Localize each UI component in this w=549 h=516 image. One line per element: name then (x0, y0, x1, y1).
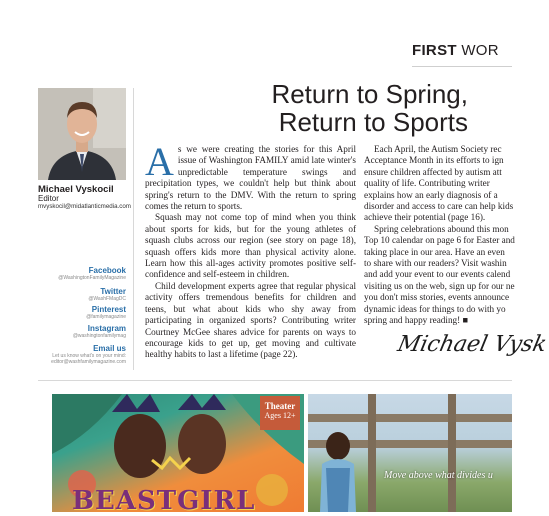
title-line-1: Return to Spring, (271, 79, 468, 109)
editor-signature: Michael Vysk (395, 332, 549, 357)
right-line: ensure children affected by autism att (364, 166, 502, 177)
editor-name: Michael Vyskocil (38, 184, 114, 195)
right-line: Top 10 calendar on page 6 for Easter and (364, 235, 515, 246)
social-email[interactable] (51, 344, 126, 365)
theater-tag (260, 396, 300, 430)
right-line: you don't miss stories, events announce (364, 292, 510, 303)
theater-feature-image[interactable] (52, 394, 304, 516)
social-name: Facebook (88, 266, 126, 275)
right-line: quality of life. Contributing writer (364, 178, 490, 189)
article-paragraph (145, 139, 356, 212)
social-name: Instagram (87, 324, 126, 333)
social-name: Pinterest (91, 305, 126, 314)
show-title: BEASTGIRL (72, 486, 256, 516)
right-line: dynamic ideas for things to do with yo (364, 303, 506, 314)
drop-cap: A (145, 139, 174, 184)
fence-photo (308, 394, 512, 512)
theater-label: Theater (264, 401, 296, 411)
right-line: Acceptance Month in its efforts to ign (364, 155, 504, 166)
editor-email-link[interactable]: mvyskocil@midatlanticmedia.com (38, 203, 131, 210)
photo-feature-image[interactable] (308, 394, 512, 512)
right-line: and add your event to our events calend (364, 269, 511, 280)
social-email-address: editor@washfamilymagazine.com (51, 359, 126, 365)
section-label-strong: FIRST (412, 42, 457, 59)
right-line: Each April, the Autism Society rec (374, 144, 502, 154)
right-line: visiting us on the web, sign up for our ne (364, 280, 515, 291)
social-instagram[interactable] (73, 324, 126, 339)
social-handle: @washingtonfamilymag (72, 333, 126, 339)
article-paragraph: Squash may not come top of mind when you think about sports for kids, but for the young athletes of squash clubs across our region (see story on page 18), squash offers kids more than physical activity alone. Learn how this all-ages activity promotes positive self-confidence and self-esteem in children. (145, 212, 356, 280)
article-title (200, 80, 468, 136)
theater-age: Ages 12+ (264, 411, 296, 420)
social-name: Email us (93, 344, 126, 353)
social-twitter[interactable] (88, 287, 126, 302)
right-line: taking place in our area. Have an even (364, 246, 505, 257)
section-header (412, 42, 499, 59)
editor-photo (38, 88, 126, 180)
paragraph-text: s we were creating the stories for this April issue of Washington FAMILY amid late winter's unpredictable temperature swings and precipitation types, we couldn't help but think about spring's return to the DMV. With the return to spring comes the return to sports. (145, 144, 356, 212)
social-pinterest[interactable] (86, 305, 126, 320)
right-line: disorder and access to care can help kids (364, 201, 514, 212)
right-line: Spring celebrations abound this mon (374, 223, 509, 234)
header-rule (412, 66, 512, 67)
right-line: spring and happy reading! ■ (364, 315, 469, 326)
section-label-rest: WOR (461, 42, 499, 59)
social-facebook[interactable] (58, 266, 126, 281)
title-line-2: Return to Sports (278, 107, 468, 137)
right-line: to share with our readers? Visit washin (364, 258, 507, 269)
editor-portrait-image (38, 88, 126, 180)
social-handle: @WashFMagDC (88, 296, 126, 302)
right-line: explains how an early diagnosis of a (364, 189, 498, 200)
article-paragraph: Child development experts agree that regular physical activity offers tremendous benefits for children and teens, but what about kids who shy away from participating in organized sports? Contributing writer Courtney McGee shares advice for parents on ways to encourage kids to get up, get moving and cultivate healthy habits to last a lifetime (page 22). (145, 280, 356, 360)
social-handle: Let us know what's on your mind: (52, 353, 126, 359)
article-column-right (364, 144, 515, 327)
editor-role: Editor (38, 194, 59, 203)
bottom-rule (38, 380, 512, 381)
right-line: achieve their potential (page 16). (364, 212, 486, 223)
social-handle: @familymagazine (86, 314, 126, 320)
photo-caption: Move above what divides u (384, 470, 493, 481)
sidebar-divider (133, 88, 134, 370)
social-handle: @WashingtonFamilyMagazine (58, 275, 126, 281)
social-name: Twitter (100, 287, 126, 296)
article-column-left (145, 139, 356, 361)
